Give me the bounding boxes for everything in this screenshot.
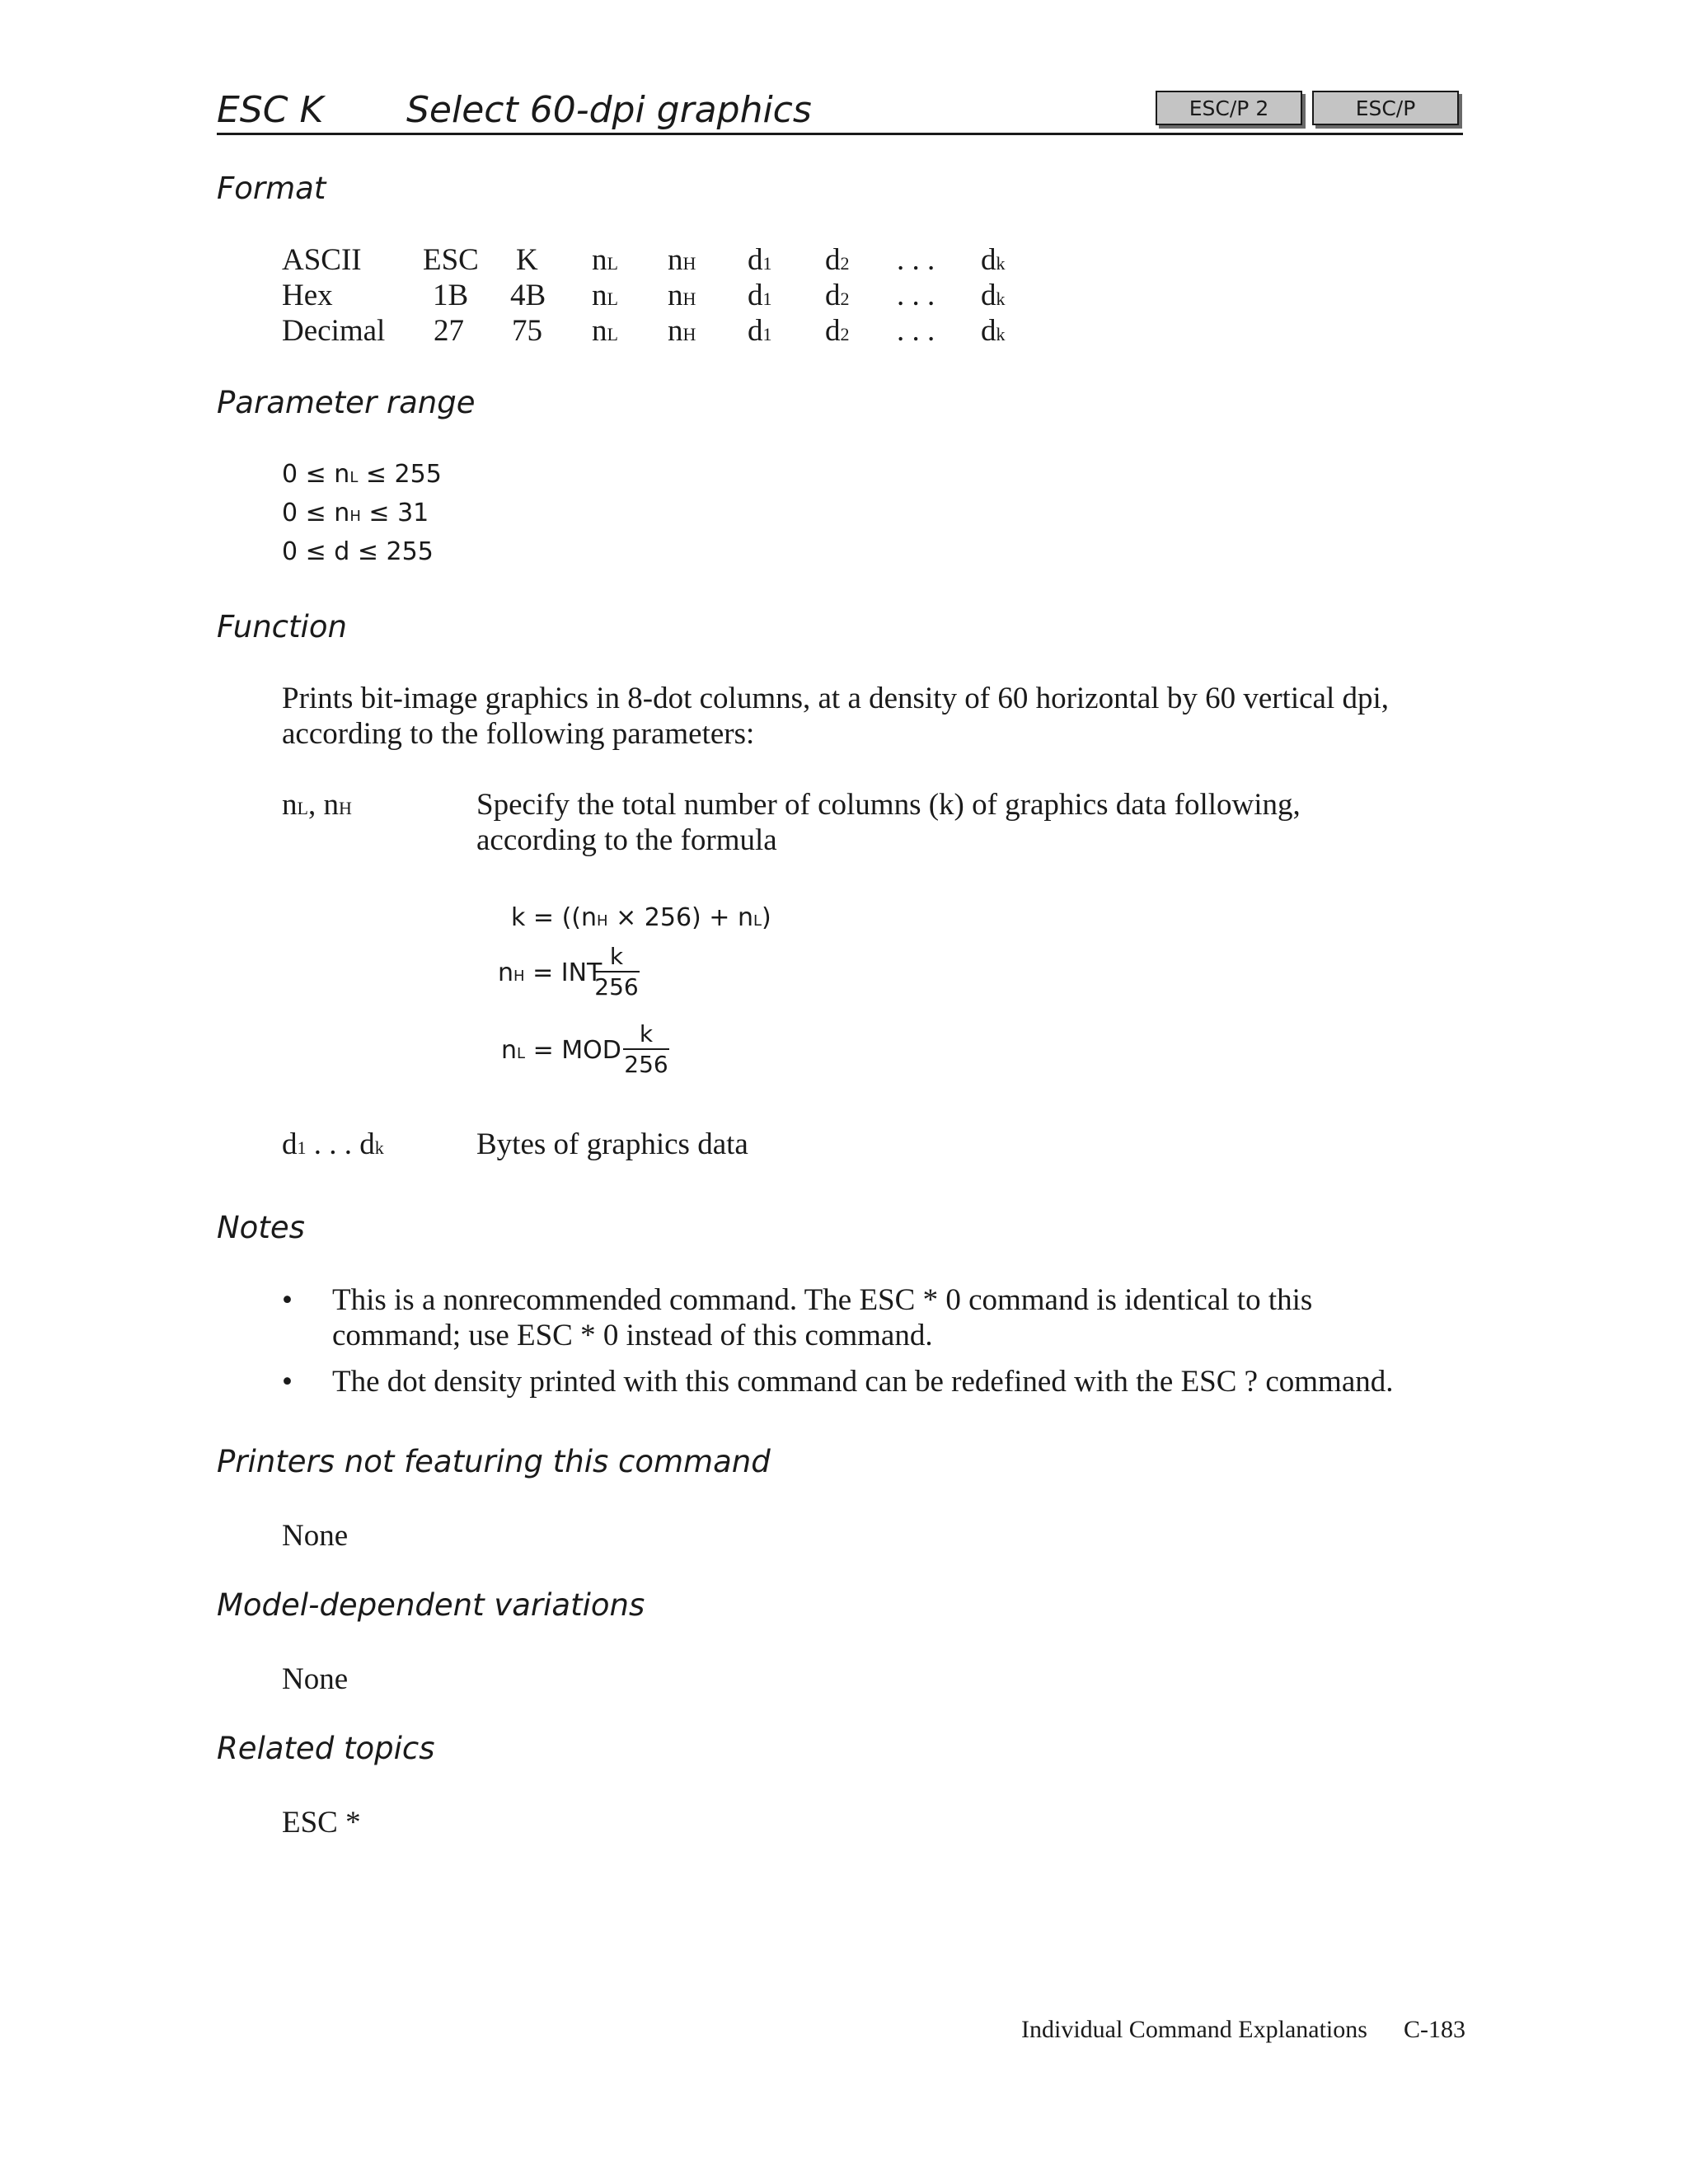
format-hex-nl: nL <box>592 279 618 312</box>
param-range-d: 0 ≤ d ≤ 255 <box>282 537 434 566</box>
note-2: The dot density printed with this command can be redefined with the ESC ? command. <box>332 1365 1394 1399</box>
section-printers-not-featuring: Printers not featuring this command <box>217 1444 771 1479</box>
tag-esc-p2: ESC/P 2 <box>1156 91 1302 125</box>
format-hex-c1: 1B <box>433 279 469 312</box>
format-ascii-nl: nL <box>592 243 618 277</box>
section-notes: Notes <box>217 1210 305 1245</box>
fraction-int-denominator: 256 <box>594 973 639 1001</box>
format-hex-c2: 4B <box>510 279 546 312</box>
format-ascii-nh: nH <box>668 243 696 277</box>
section-model-variations: Model-dependent variations <box>217 1587 645 1623</box>
function-intro-line1: Prints bit-image graphics in 8-dot columns, at a density of 60 horizontal by 60 vertical dpi, <box>282 682 1390 715</box>
format-decimal-c2: 75 <box>512 314 542 348</box>
note-bullet-1: • <box>282 1283 293 1317</box>
param-nl-nh-label: nL, nH <box>282 788 352 822</box>
format-decimal-c1: 27 <box>434 314 464 348</box>
function-intro-line2: according to the following parameters: <box>282 717 755 751</box>
format-ascii-d2: d2 <box>825 243 850 277</box>
format-hex-nh: nH <box>668 279 696 312</box>
section-function: Function <box>217 609 347 644</box>
param-d-label: d1 . . . dk <box>282 1127 384 1161</box>
format-ascii-dk: dk <box>981 243 1006 277</box>
printers-not-featuring-value: None <box>282 1519 349 1553</box>
param-nl-nh-desc-line2: according to the formula <box>476 823 777 857</box>
formula-nh: nH = INT <box>498 958 603 987</box>
command-code: ESC K <box>217 89 324 131</box>
fraction-mod <box>623 1020 669 1080</box>
format-ascii-c1: ESC <box>423 243 479 277</box>
fraction-int-numerator: k <box>609 943 624 970</box>
format-ascii-d1: d1 <box>748 243 772 277</box>
format-ascii-ellipsis: . . . <box>897 243 935 277</box>
model-variations-value: None <box>282 1662 349 1696</box>
format-label-hex: Hex <box>282 279 333 312</box>
formula-k: k = ((nH × 256) + nL) <box>511 903 771 932</box>
param-d-desc: Bytes of graphics data <box>476 1127 748 1161</box>
format-decimal-ellipsis: . . . <box>897 314 935 348</box>
format-decimal-nh: nH <box>668 314 696 348</box>
param-nl-nh-desc-line1: Specify the total number of columns (k) of graphics data following, <box>476 788 1301 822</box>
note-1-line2: command; use ESC * 0 instead of this command. <box>332 1319 933 1352</box>
format-decimal-d1: d1 <box>748 314 772 348</box>
note-1-line1: This is a nonrecommended command. The ESC * 0 command is identical to this <box>332 1283 1313 1317</box>
related-topics-value: ESC * <box>282 1806 361 1840</box>
format-label-decimal: Decimal <box>282 314 386 348</box>
format-hex-d1: d1 <box>748 279 772 312</box>
format-ascii-c2: K <box>516 243 538 277</box>
format-hex-ellipsis: . . . <box>897 279 935 312</box>
section-related-topics: Related topics <box>217 1731 435 1766</box>
format-decimal-nl: nL <box>592 314 618 348</box>
param-range-nl: 0 ≤ nL ≤ 255 <box>282 460 442 489</box>
tag-esc-p: ESC/P <box>1312 91 1459 125</box>
format-decimal-d2: d2 <box>825 314 850 348</box>
fraction-mod-denominator: 256 <box>624 1051 668 1078</box>
section-parameter-range: Parameter range <box>217 385 476 420</box>
note-bullet-2: • <box>282 1365 293 1399</box>
format-hex-d2: d2 <box>825 279 850 312</box>
fraction-mod-numerator: k <box>639 1020 654 1047</box>
format-label-ascii: ASCII <box>282 243 362 277</box>
formula-nl: nL = MOD <box>501 1036 621 1065</box>
footer-page-number: C-183 <box>1404 2016 1465 2043</box>
param-range-nh: 0 ≤ nH ≤ 31 <box>282 499 429 527</box>
format-hex-dk: dk <box>981 279 1006 312</box>
section-format: Format <box>217 171 326 206</box>
format-decimal-dk: dk <box>981 314 1006 348</box>
command-title: Select 60-dpi graphics <box>406 89 812 131</box>
header-rule <box>217 133 1463 135</box>
footer-label: Individual Command Explanations <box>1021 2016 1367 2043</box>
fraction-int <box>593 943 640 1002</box>
